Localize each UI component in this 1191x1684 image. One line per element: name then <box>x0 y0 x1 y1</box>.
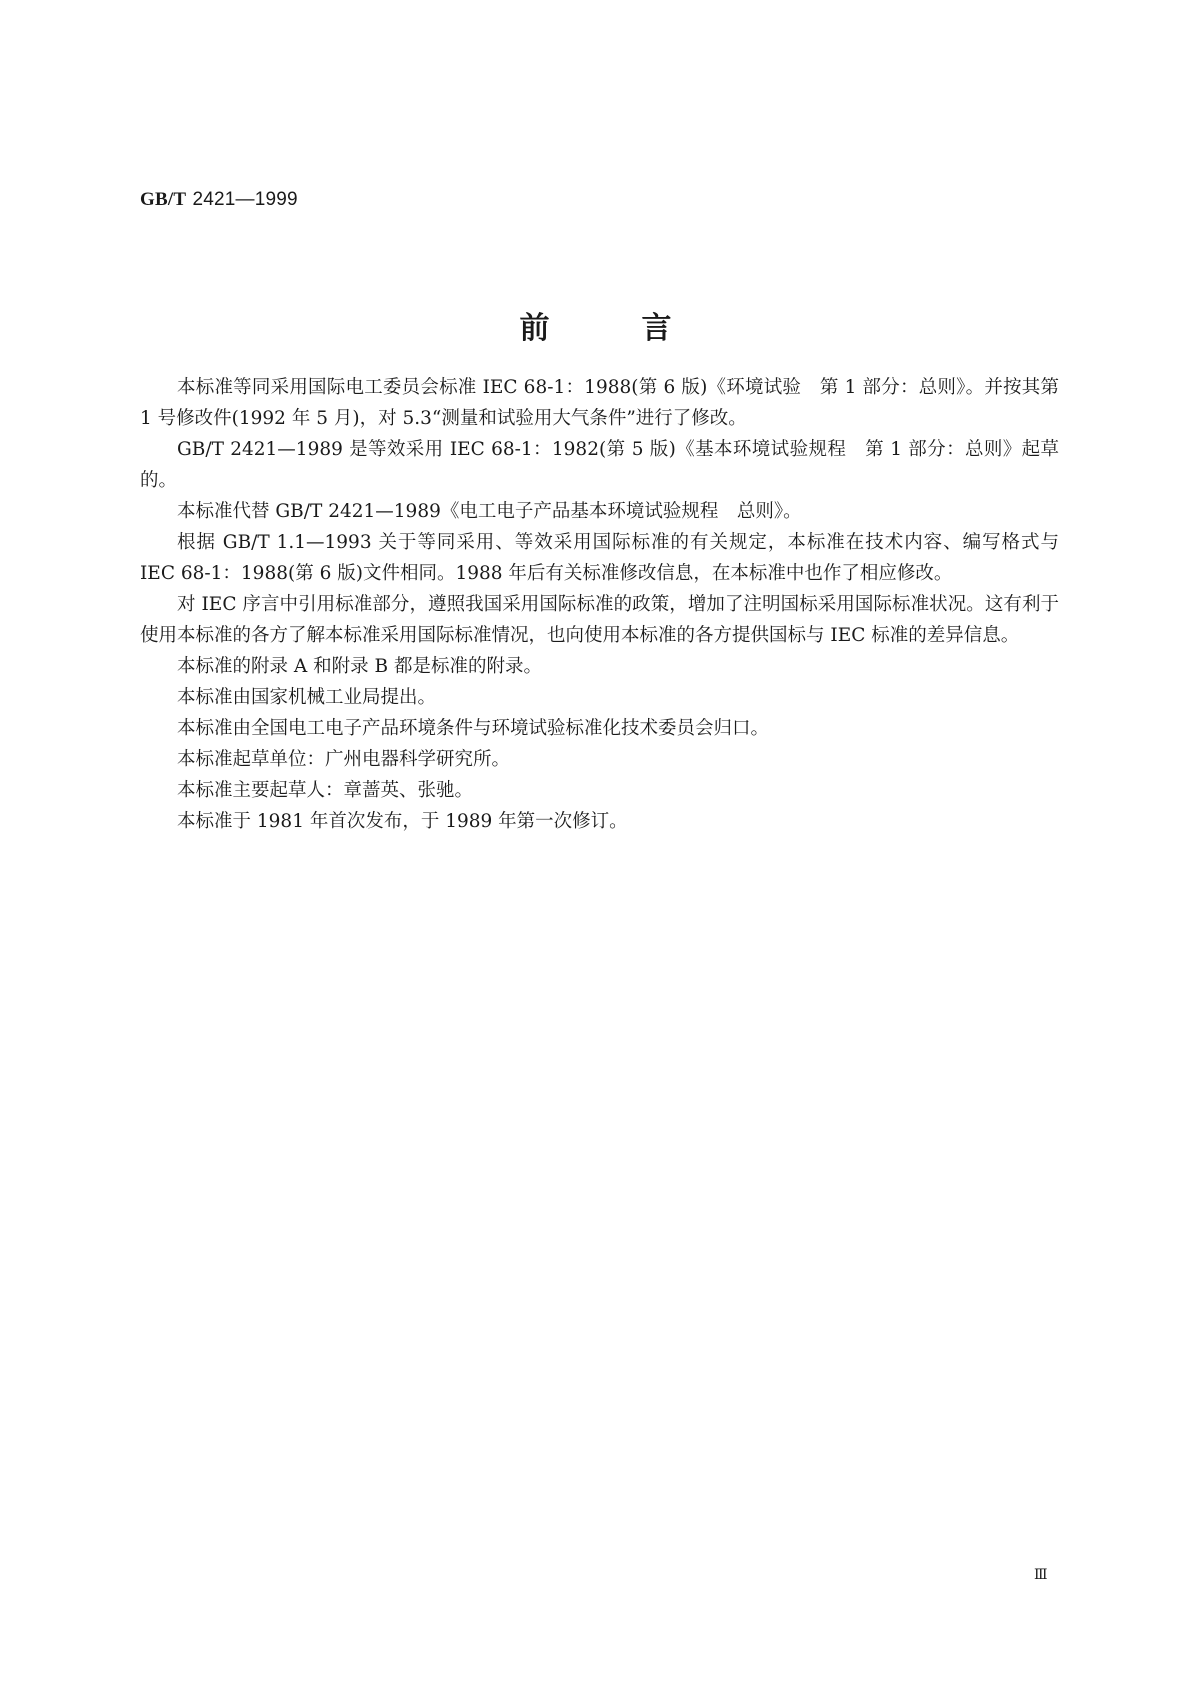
foreword-body <box>140 372 1059 837</box>
standard-number <box>140 188 298 211</box>
paragraph: 根据 GB/T 1.1—1993 关于等同采用、等效采用国际标准的有关规定，本标准在技术内容、编写格式与 IEC 68-1：1988(第 6 版)文件相同。1988 年后有关标准修改信息，在本标准中也作了相应修改。 <box>140 532 1059 584</box>
paragraph: 本标准代替 GB/T 2421—1989《电工电子产品基本环境试验规程 总则》。 <box>177 501 802 522</box>
section-title-foreword: 前言 <box>519 311 764 346</box>
page-number: Ⅲ <box>1034 1567 1048 1583</box>
paragraph: 本标准于 1981 年首次发布，于 1989 年第一次修订。 <box>177 811 628 832</box>
paragraph: 本标准起草单位：广州电器科学研究所。 <box>177 749 511 770</box>
paragraph: 本标准等同采用国际电工委员会标准 IEC 68-1：1988(第 6 版)《环境试验 第 1 部分：总则》。并按其第 1 号修改件(1992 年 5 月)，对 5.3“测量和试验用大气条件”进行了修改。 <box>140 377 1059 429</box>
paragraph: 本标准的附录 A 和附录 B 都是标准的附录。 <box>177 656 542 677</box>
paragraph: GB/T 2421—1989 是等效采用 IEC 68-1：1982(第 5 版)《基本环境试验规程 第 1 部分：总则》起草的。 <box>140 439 1059 491</box>
paragraph: 本标准由国家机械工业局提出。 <box>177 687 437 708</box>
standard-prefix: GB/T <box>140 189 187 210</box>
paragraph: 对 IEC 序言中引用标准部分，遵照我国采用国际标准的政策，增加了注明国标采用国际标准状况。这有利于使用本标准的各方了解本标准采用国际标准情况，也向使用本标准的各方提供国标与 IEC 标准的差异信息。 <box>140 594 1059 646</box>
paragraph: 本标准主要起草人：章蔷英、张驰。 <box>177 780 474 801</box>
standard-code: 2421—1999 <box>192 189 298 210</box>
paragraph: 本标准由全国电工电子产品环境条件与环境试验标准化技术委员会归口。 <box>177 718 770 739</box>
